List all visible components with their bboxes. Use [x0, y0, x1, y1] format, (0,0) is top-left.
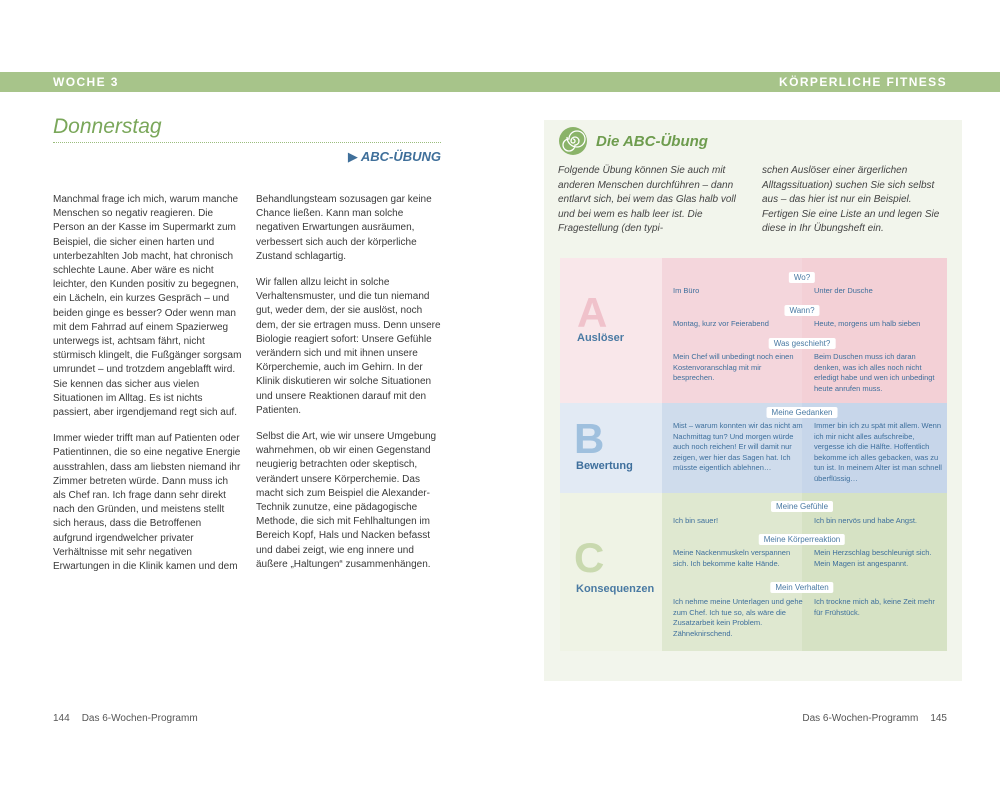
- cell-wo-left: Im Büro: [673, 286, 700, 295]
- folio-left: [53, 713, 198, 724]
- title-divider: [53, 142, 441, 143]
- question-verhalten: Mein Verhalten: [770, 582, 833, 593]
- text-column-2: [256, 193, 446, 584]
- question-wann: Wann?: [784, 305, 819, 316]
- folio-text-right: Das 6-Wochen-Programm: [802, 713, 919, 724]
- spiral-icon: [558, 126, 588, 156]
- cell-gedanken-left: Mist – warum konnten wir das nicht am Nachmittag tun? Und morgen würde auch noch reichen! Er will damit nur zeigen, wer hier das Sagen hat. Ich müsste eigentlich ablehnen…: [673, 421, 803, 472]
- paragraph: Immer wieder trifft man auf Patienten oder Patientinnen, die so eine negative Energie ausstrahlen, dass am liebsten niemand ihr Zimmer betreten würde. Dann muss ich als Chef ran. Ich frage dann sehr direkt nach den Gründen, und meistens stellt sich heraus, dass die Betroffenen aufgrund irgendwelcher privater Verhältnisse mit sehr negativen Erwartungen in die Klinik kamen und dem: [53, 433, 241, 573]
- folio-text-left: Das 6-Wochen-Programm: [81, 713, 198, 724]
- panel-title: Die ABC-Übung: [596, 133, 708, 150]
- paragraph: Selbst die Art, wie wir unsere Umgebung wahrnehmen, ob wir einen Gegenstand neugierig betrachten oder skeptisch, verändert unsere Körperchemie. Das macht sich zum Beispiel die Alexander-Technik zunutze, eine pädagogische Methode, die sich mit Fehlhaltungen im Bereich Kopf, Hals und Nacken befasst und dabei zeigt, wie eng innere und äußere „Haltungen“ zusammenhängen.: [256, 431, 437, 570]
- cell-koerper-right: Mein Herzschlag beschleunigt sich. Mein Magen ist angespannt.: [814, 548, 932, 568]
- question-wo: Wo?: [789, 272, 815, 283]
- header-band: [0, 72, 1000, 92]
- cell-verhalten-left: Ich nehme meine Unterlagen und gehe zum Chef. Ich tue so, als wäre die Zusatzarbeit kein Problem. Zähneknirschend.: [673, 597, 803, 638]
- question-gedanken: Meine Gedanken: [767, 407, 838, 418]
- cell-gedanken-right: Immer bin ich zu spät mit allem. Wenn ich mir nicht alles aufschreibe, vergesse ich die Hälfte. Hoffentlich bekomme ich alles gebacken, was zu tun ist. In meinem Alter ist man schnell überflüssig…: [814, 421, 942, 483]
- letter-a: A: [577, 289, 608, 336]
- cell-was-left: Mein Chef will unbedingt noch einen Kostenvoranschlag mit mir besprechen.: [673, 352, 794, 382]
- paragraph: Behandlungsteam sozusagen gar keine Chance ließen. Kann man solche negativen Erwartungen ausräumen, verbessert sich auch der körperliche Zustand schlagartig.: [256, 194, 432, 262]
- section-label: [348, 149, 441, 165]
- cell-wann-right: Heute, morgens um halb sieben: [814, 319, 921, 328]
- page-number-left: 144: [53, 713, 70, 724]
- label-konsequenzen: Konsequenzen: [576, 583, 655, 595]
- header-week: WOCHE 3: [53, 75, 119, 89]
- cell-gefuehle-right: Ich bin nervös und habe Angst.: [814, 516, 917, 525]
- letter-b: B: [574, 415, 605, 462]
- question-gefuehle: Meine Gefühle: [771, 501, 833, 512]
- cell-was-right: Beim Duschen muss ich daran denken, was ich alles noch nicht erledigt habe und wen ich unbedingt heute anrufen muss.: [814, 352, 935, 393]
- label-bewertung: Bewertung: [576, 460, 633, 472]
- intro-column-2: schen Auslöser einer ärgerlichen Alltagssituation) suchen Sie sich selbst aus – das hier ist nur ein Beispiel. Fertigen Sie eine Liste an und legen Sie diese in Ihr Übungsheft ein.: [762, 165, 940, 234]
- intro-column-1: Folgende Übung können Sie auch mit anderen Menschen durchführen – dann entlarvt sich, bei wem das Glas halb voll und bei wem es halb leer ist. Die Fragestellung (den typi-: [558, 165, 736, 234]
- question-was: Was geschieht?: [769, 338, 836, 349]
- cell-verhalten-right: Ich trockne mich ab, keine Zeit mehr für Frühstück.: [814, 597, 935, 617]
- day-title: Donnerstag: [53, 115, 162, 138]
- paragraph: Manchmal frage ich mich, warum manche Menschen so negativ reagieren. Die Person an der Kasse im Supermarkt zum Beispiel, die sicher einen harten und unterbezahlten Job macht, hat chronisch schlechte Laune. Aber wäre es nicht leichter, den Kunden positiv zu begegnen, ein Lächeln, ein kurzes Gespräch – und beiden ginge es besser? Oder wenn man mit dem Fahrrad auf einem Spazierweg unterwegs ist, achtsam fährt, nicht stürmisch klingelt, die Fußgänger sorgsam umrundet – und trotzdem angeblafft wird. Sie kennen das sicher aus vielen Situationen im Alltag. Es ist nichts passiert, aber irgendjemand regt sich auf.: [53, 194, 242, 419]
- label-ausloeser: Auslöser: [577, 332, 625, 344]
- cell-gefuehle-left: Ich bin sauer!: [673, 516, 719, 525]
- cell-wann-left: Montag, kurz vor Feierabend: [673, 319, 769, 328]
- folio-right: [802, 713, 947, 724]
- page-number-right: 145: [930, 713, 947, 724]
- question-koerperreaktion: Meine Körperreaktion: [759, 534, 845, 545]
- paragraph: Wir fallen allzu leicht in solche Verhaltensmuster, und die tun niemand gut, weder dem, der sie auslöst, noch dem, der sie ertragen muss. Denn unsere Biologie reagiert sofort: Unsere Gefühle verändern sich und mit ihnen unsere Körperchemie, auch im Gehirn. In der Klinik diskutieren wir solche Situationen und unsere Reaktionen darauf mit den Patienten.: [256, 277, 441, 416]
- text-column-1: [53, 193, 243, 586]
- triangle-right-icon: ▶: [347, 149, 358, 164]
- header-topic: KÖRPERLICHE FITNESS: [779, 75, 947, 89]
- abc-table: [560, 258, 947, 651]
- letter-c: C: [574, 534, 605, 581]
- cell-koerper-left: Meine Nackenmuskeln verspannen sich. Ich bekomme kalte Hände.: [673, 548, 791, 568]
- cell-wo-right: Unter der Dusche: [814, 286, 873, 295]
- section-label-text: ABC-ÜBUNG: [360, 149, 441, 164]
